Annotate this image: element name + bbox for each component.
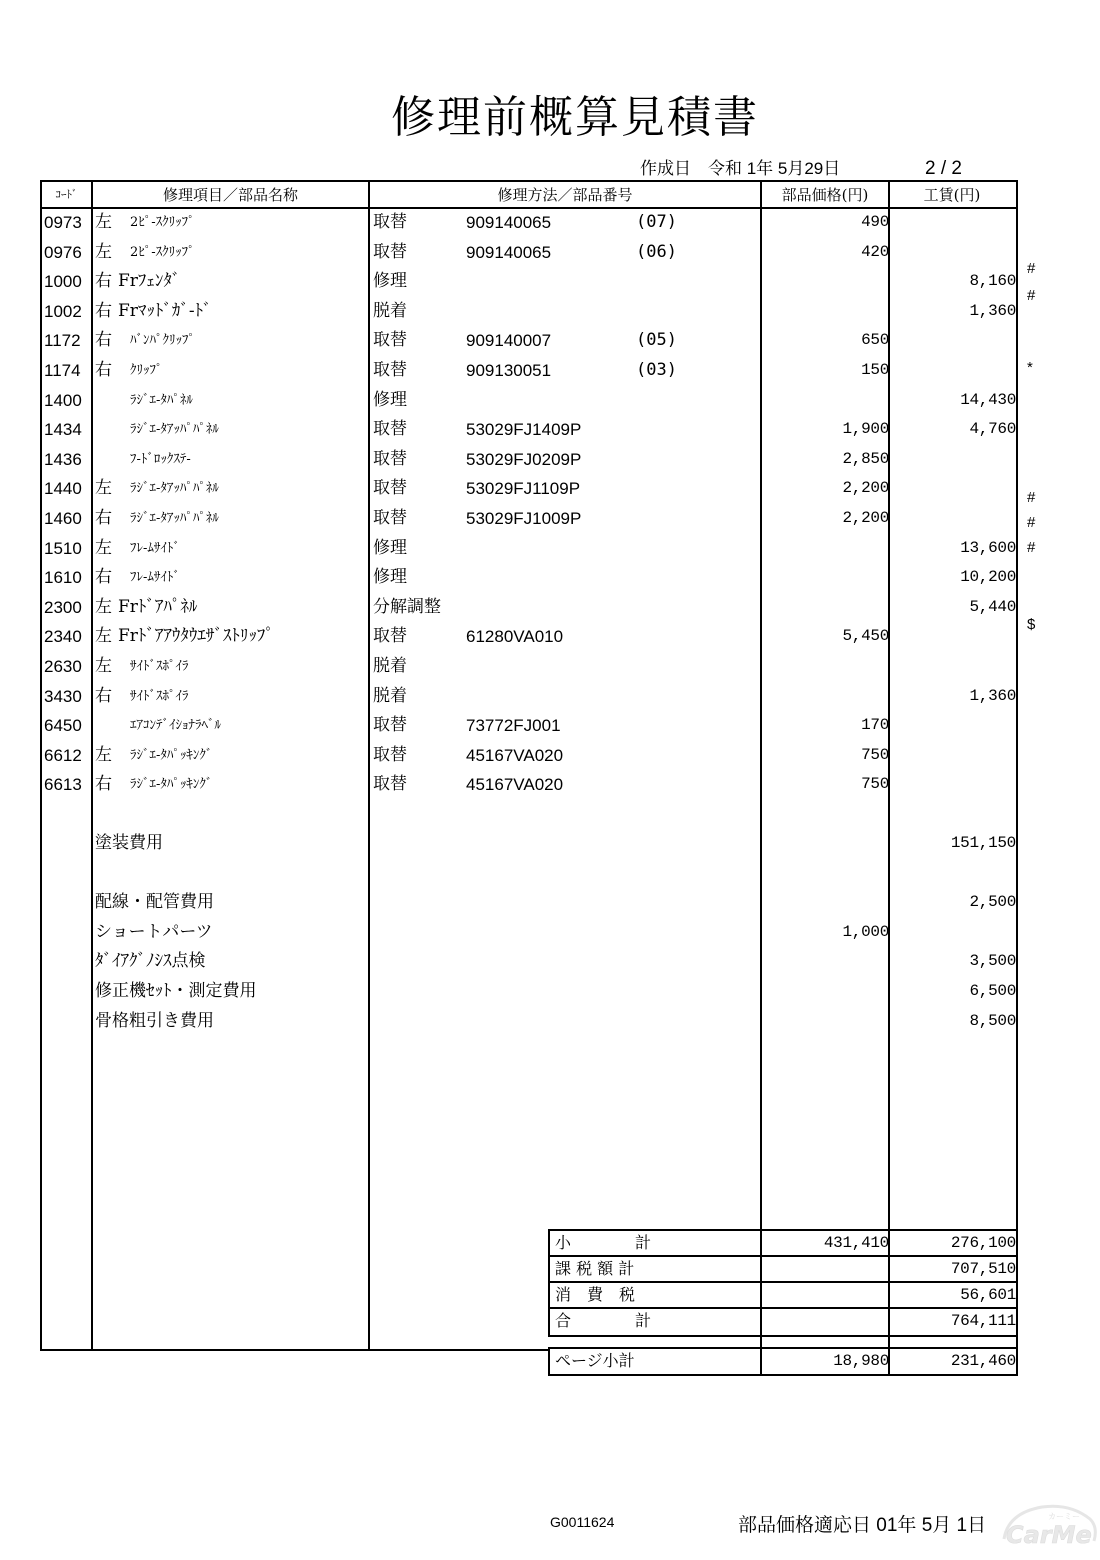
margin-marker: # (1027, 260, 1036, 277)
row-part-suffix (636, 267, 706, 296)
row-method: 取替 (373, 241, 407, 262)
table-row (0, 474, 1100, 503)
row-parts-price: 2,200 (842, 479, 889, 498)
row-part-number: 73772FJ001 (466, 716, 561, 736)
row-code: 0976 (44, 242, 82, 262)
row-parts-price: 170 (861, 716, 889, 735)
row-labor-cost (893, 622, 1016, 651)
row-part-suffix: (03) (636, 360, 677, 380)
row-labor-cost (893, 238, 1016, 267)
row-code: 3430 (44, 686, 82, 706)
row-parts-price (765, 267, 889, 296)
row-part-name: ﾗｼﾞｴ-ﾀﾊﾟﾈﾙ (130, 392, 193, 408)
page-number: 2 / 2 (925, 158, 962, 179)
row-code: 1000 (44, 272, 82, 292)
row-part-name: Frﾄﾞｱｱｳﾀｳｴｻﾞｽﾄﾘｯﾌﾟ (118, 626, 274, 647)
cost-item-labor: 3,500 (969, 952, 1016, 970)
cost-item-price (765, 947, 889, 976)
row-side: 右 (95, 508, 112, 528)
table-row (0, 770, 1100, 799)
row-part-number (466, 563, 626, 592)
row-parts-price: 490 (861, 213, 889, 231)
row-method: 分解調整 (373, 596, 441, 617)
row-parts-price: 420 (861, 242, 889, 261)
table-row (0, 622, 1100, 651)
table-row (0, 238, 1100, 267)
row-labor-cost (893, 208, 1016, 237)
row-code: 1172 (44, 331, 81, 351)
row-labor-cost: 5,440 (969, 597, 1016, 616)
table-row (0, 326, 1100, 355)
table-row (0, 652, 1100, 681)
row-labor-cost (893, 504, 1016, 533)
row-part-suffix (636, 652, 706, 681)
row-side: 右 (95, 300, 112, 321)
summary-price: 431,410 (823, 1234, 889, 1252)
row-parts-price (765, 652, 889, 681)
row-parts-price: 1,900 (842, 420, 889, 439)
row-part-number: 909140007 (466, 331, 552, 351)
row-parts-price (765, 682, 889, 711)
logo-text: CarMe (1006, 1521, 1092, 1549)
row-labor-cost (893, 770, 1016, 799)
row-part-number: 909140065 (466, 242, 552, 262)
margin-marker: $ (1027, 616, 1036, 633)
table-row (0, 297, 1100, 326)
row-part-name: ﾌﾚ-ﾑｻｲﾄﾞ (130, 540, 180, 556)
row-part-name: 2ﾋﾟ-ｽｸﾘｯﾌﾟ (130, 215, 195, 230)
row-code: 1610 (44, 568, 82, 588)
page-subtotal-label: ページ小計 (555, 1351, 635, 1370)
row-side: 左 (95, 212, 112, 232)
cost-item-label: ﾀﾞｲｱｸﾞﾉｼｽ点検 (95, 951, 206, 971)
row-method: 取替 (373, 715, 407, 736)
row-part-suffix (636, 415, 706, 444)
table-row (0, 593, 1100, 622)
row-part-number (466, 652, 626, 681)
page-subtotal-price: 18,980 (833, 1352, 889, 1370)
row-code: 0973 (44, 213, 82, 232)
row-method: 取替 (373, 744, 407, 765)
row-part-suffix (636, 445, 706, 474)
logo-sub-text: カーミー (1048, 1512, 1080, 1521)
row-code: 2340 (44, 627, 82, 647)
row-method: 脱着 (373, 300, 407, 321)
row-part-name: ﾊﾞﾝﾊﾟｸﾘｯﾌﾟ (130, 333, 195, 349)
row-part-suffix (636, 711, 706, 740)
row-labor-cost: 10,200 (960, 568, 1016, 587)
row-method: 修理 (373, 537, 407, 558)
row-parts-price (765, 386, 889, 415)
row-part-suffix (636, 297, 706, 326)
row-labor-cost: 4,760 (969, 420, 1016, 439)
summary-price (765, 1307, 889, 1336)
row-code: 1510 (44, 538, 82, 558)
row-part-name: 2ﾋﾟ-ｽｸﾘｯﾌﾟ (130, 244, 195, 260)
row-code: 2300 (44, 597, 82, 617)
row-part-number: 53029FJ1009P (466, 509, 582, 528)
summary-labor: 276,100 (950, 1234, 1016, 1252)
row-method: 修理 (373, 389, 407, 410)
row-part-name: ｻｲﾄﾞｽﾎﾟｲﾗ (130, 659, 189, 674)
row-part-suffix (636, 593, 706, 622)
row-part-suffix (636, 504, 706, 533)
summary-label: 課 税 額 計 (555, 1259, 635, 1278)
row-parts-price: 650 (861, 331, 889, 350)
row-part-suffix (636, 386, 706, 415)
cost-item-price (765, 888, 889, 917)
row-part-number (466, 386, 626, 415)
cost-item-price (765, 1007, 889, 1036)
cost-item-labor: 151,150 (950, 834, 1016, 852)
cost-item-price (765, 829, 889, 858)
table-row (0, 682, 1100, 711)
row-parts-price (765, 563, 889, 592)
row-part-suffix (636, 622, 706, 651)
summary-price (765, 1255, 889, 1284)
cost-item-labor: 6,500 (969, 982, 1016, 1000)
row-part-suffix: (07) (636, 212, 677, 232)
row-side (95, 445, 125, 474)
row-part-number: 53029FJ1409P (466, 420, 582, 440)
row-method: 取替 (373, 330, 407, 351)
table-row (0, 386, 1100, 415)
table-row (0, 711, 1100, 740)
row-part-number (466, 297, 626, 326)
row-labor-cost (893, 356, 1016, 385)
row-parts-price: 5,450 (842, 627, 889, 646)
table-row (0, 504, 1100, 533)
row-part-name: ﾗｼﾞｴ-ﾀｱｯﾊﾟﾊﾟﾈﾙ (130, 511, 219, 526)
table-row (0, 267, 1100, 296)
row-parts-price: 750 (861, 745, 889, 764)
row-code: 6613 (44, 775, 82, 795)
row-part-name: Frﾄﾞｱﾊﾟﾈﾙ (118, 596, 198, 617)
row-part-number: 909140065 (466, 213, 552, 232)
margin-marker: # (1027, 539, 1036, 556)
margin-marker: # (1027, 287, 1036, 304)
row-side: 右 (95, 360, 112, 380)
document-title: 修理前概算見積書 (391, 92, 759, 143)
summary-labor: 764,111 (950, 1312, 1016, 1330)
row-code: 1174 (44, 361, 81, 380)
row-side: 左 (95, 596, 112, 617)
row-side: 左 (95, 241, 112, 262)
row-part-name: Frﾏｯﾄﾞｶﾞ-ﾄﾞ (118, 300, 212, 321)
row-side: 左 (95, 744, 112, 765)
car-logo-icon (1000, 1497, 1100, 1553)
row-code: 1436 (44, 449, 82, 469)
row-part-number (466, 593, 626, 622)
cost-item-price: 1,000 (842, 923, 889, 941)
row-code: 6612 (44, 745, 82, 765)
table-row (0, 356, 1100, 385)
row-part-number: 45167VA020 (466, 745, 564, 765)
summary-labor: 707,510 (950, 1260, 1016, 1278)
row-part-number (466, 534, 626, 563)
margin-marker: * (1027, 359, 1033, 376)
cost-item-label: 骨格粗引き費用 (95, 1011, 214, 1031)
cost-item-labor: 8,500 (969, 1012, 1016, 1030)
summary-labor: 56,601 (960, 1286, 1016, 1304)
row-side: 左 (95, 537, 112, 558)
row-part-name: ｴｱｺﾝﾃﾞｲｼｮﾅﾗﾍﾞﾙ (130, 718, 221, 734)
row-part-suffix (636, 534, 706, 563)
cost-item-labor: 2,500 (969, 893, 1016, 911)
row-method: 取替 (373, 419, 407, 440)
row-part-suffix (636, 474, 706, 503)
row-part-suffix: (06) (636, 241, 677, 262)
row-side: 右 (95, 774, 112, 795)
cost-item-labor (893, 918, 1016, 947)
row-part-number (466, 682, 626, 711)
row-part-name: ｻｲﾄﾞｽﾎﾟｲﾗ (130, 688, 189, 704)
page-subtotal-labor: 231,460 (950, 1352, 1016, 1370)
row-part-name: ﾗｼﾞｴ-ﾀｱｯﾊﾟﾊﾟﾈﾙ (130, 481, 219, 497)
page-subtotal-divider (760, 1347, 762, 1374)
row-part-number: 61280VA010 (466, 627, 564, 647)
row-parts-price (765, 297, 889, 326)
row-part-suffix (636, 682, 706, 711)
row-parts-price: 2,200 (842, 509, 889, 527)
row-part-number: 53029FJ0209P (466, 449, 582, 469)
carme-logo (1000, 1497, 1100, 1553)
row-side: 右 (95, 271, 112, 292)
row-method: 脱着 (373, 656, 407, 676)
header-code: ｺｰﾄﾞ (55, 188, 78, 201)
row-code: 1434 (44, 420, 82, 440)
table-row (0, 563, 1100, 592)
row-code: 1002 (44, 301, 82, 321)
row-labor-cost (893, 652, 1016, 681)
cost-item-price (765, 977, 889, 1006)
price-applicable-date: 部品価格適応日 01年 5月 1日 (738, 1515, 987, 1536)
row-part-suffix (636, 563, 706, 592)
row-method: 取替 (373, 212, 407, 232)
row-side: 右 (95, 567, 112, 588)
row-labor-cost (893, 445, 1016, 474)
row-labor-cost: 8,160 (969, 272, 1016, 291)
row-part-suffix (636, 770, 706, 799)
table-row (0, 415, 1100, 444)
row-method: 修理 (373, 567, 407, 588)
document-code: G0011624 (550, 1514, 615, 1530)
margin-marker: # (1027, 489, 1036, 506)
row-labor-cost (893, 474, 1016, 503)
row-parts-price: 2,850 (842, 449, 889, 468)
row-parts-price (765, 593, 889, 622)
header-item: 修理項目／部品名称 (162, 186, 298, 204)
row-side (95, 711, 125, 740)
row-part-suffix: (05) (636, 330, 677, 351)
row-labor-cost (893, 711, 1016, 740)
header-price: 部品価格(円) (781, 186, 869, 204)
row-method: 脱着 (373, 685, 407, 706)
row-method: 修理 (373, 271, 407, 292)
row-side (95, 415, 125, 444)
row-part-number: 53029FJ1109P (466, 479, 581, 499)
row-side: 右 (95, 330, 112, 351)
summary-price (765, 1281, 889, 1310)
cost-item-label: 修正機ｾｯﾄ・測定費用 (95, 981, 257, 1001)
row-code: 6450 (44, 716, 82, 736)
row-method: 取替 (373, 448, 407, 469)
row-parts-price (765, 534, 889, 563)
row-side (95, 386, 125, 415)
row-side: 左 (95, 626, 112, 647)
row-code: 1460 (44, 509, 82, 528)
table-row (0, 208, 1100, 237)
table-row (0, 445, 1100, 474)
created-date: 作成日 令和 1年 5月29日 (640, 159, 841, 178)
summary-label: 消 費 税 (555, 1285, 636, 1304)
summary-label: 合 計 (555, 1311, 652, 1330)
row-part-name: ｸﾘｯﾌﾟ (130, 363, 163, 378)
cost-item-label: ショートパーツ (95, 922, 213, 942)
row-parts-price: 750 (861, 775, 889, 794)
row-part-name: ﾌ-ﾄﾞﾛｯｸｽﾃ- (130, 451, 191, 467)
row-part-name: ﾗｼﾞｴ-ﾀﾊﾟｯｷﾝｸﾞ (130, 777, 213, 793)
row-part-number: 45167VA020 (466, 775, 564, 795)
row-part-name: ﾗｼﾞｴ-ﾀｱｯﾊﾟﾊﾟﾈﾙ (130, 422, 219, 438)
row-labor-cost: 1,360 (969, 301, 1016, 320)
header-labor: 工賃(円) (923, 186, 981, 204)
row-part-name: Frﾌｪﾝﾀﾞ (118, 271, 181, 292)
row-code: 1440 (44, 479, 82, 499)
row-labor-cost (893, 741, 1016, 770)
row-side: 左 (95, 478, 112, 499)
row-parts-price: 150 (861, 361, 889, 379)
row-method: 取替 (373, 508, 407, 528)
row-part-number (466, 267, 626, 296)
row-side: 左 (95, 656, 112, 676)
table-row (0, 741, 1100, 770)
row-code: 2630 (44, 657, 82, 676)
header-method: 修理方法／部品番号 (497, 186, 633, 204)
margin-marker: # (1027, 514, 1036, 531)
row-labor-cost: 13,600 (960, 538, 1016, 557)
row-labor-cost (893, 326, 1016, 355)
cost-item-label: 塗装費用 (95, 833, 163, 853)
row-part-suffix (636, 741, 706, 770)
row-method: 取替 (373, 774, 407, 795)
row-part-number: 909130051 (466, 361, 552, 380)
cost-item-label: 配線・配管費用 (95, 892, 214, 912)
row-method: 取替 (373, 360, 407, 380)
row-method: 取替 (373, 626, 407, 647)
row-labor-cost: 1,360 (969, 686, 1016, 705)
row-code: 1400 (44, 390, 82, 410)
row-part-name: ﾌﾚ-ﾑｻｲﾄﾞ (130, 570, 180, 586)
row-labor-cost: 14,430 (960, 390, 1016, 409)
row-method: 取替 (373, 478, 407, 499)
row-side: 右 (95, 685, 112, 706)
table-row (0, 534, 1100, 563)
row-part-name: ﾗｼﾞｴ-ﾀﾊﾟｯｷﾝｸﾞ (130, 747, 213, 763)
summary-label: 小 計 (555, 1233, 652, 1252)
